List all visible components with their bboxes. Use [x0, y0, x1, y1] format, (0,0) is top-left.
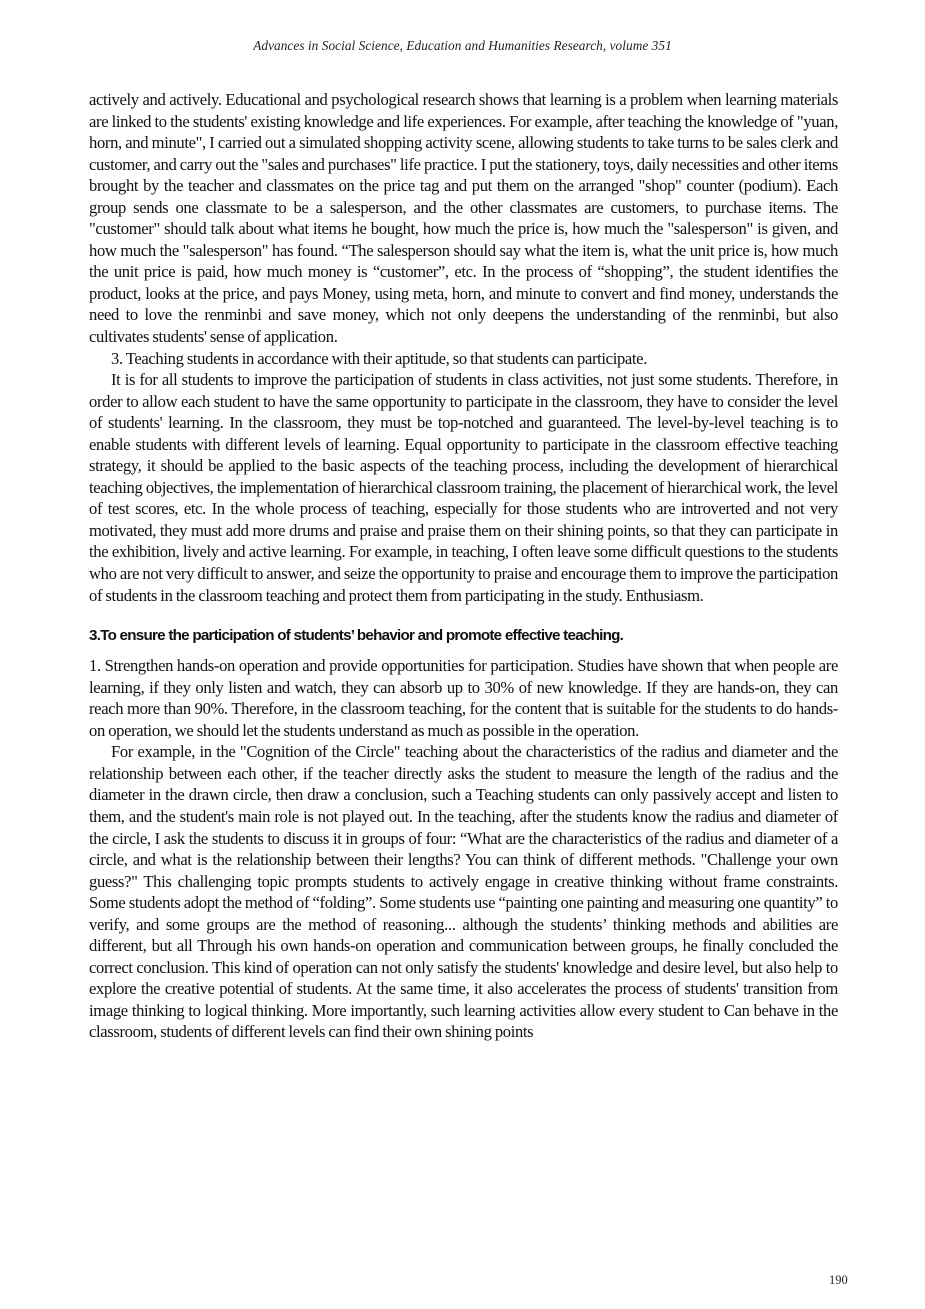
section-heading: 3.To ensure the participation of students’ behavior and promote effective teaching.: [89, 627, 624, 645]
body-paragraph: actively and actively. Educational and psychological research shows that learning is a problem when learning materials are linked to the students' existing knowledge and life experiences. For example, after teaching the knowledge of "yuan, horn, and minute", I carried out a simulated shopping activity scene, allowing students to take turns to be sales clerk and customer, and carry out the "sales and purchases" life practice. I put the stationery, toys, daily necessities and other items brought by the teacher and classmates on the price tag and put them on the arranged "shop" counter (podium). Each group sends one classmate to be a salesperson, and the other classmates are customers, to purchase items. The "customer" should talk about what items he bought, how much the price is, how much the "salesperson" is given, and how much the "salesperson" has found. “The salesperson should say what the item is, what the unit price is, how much the unit price is paid, how much money is “customer”, etc. In the process of “shopping”, the student identifies the product, looks at the price, and pays Money, using meta, horn, and minute to convert and find money, understands the need to love the renminbi and save money, which not only deepens the understanding of the renminbi, but also cultivates students' sense of application.: [89, 90, 838, 347]
subsection-item-3: 3. Teaching students in accordance with their aptitude, so that students can participate.: [111, 348, 647, 368]
page-body: [89, 89, 838, 1043]
body-paragraph: 1. Strengthen hands-on operation and provide opportunities for participation. Studies have shown that when people are learning, if they only listen and watch, they can absorb up to 30% of new knowledge. If they are hands-on, they can reach more than 90%. Therefore, in the classroom teaching, for the content that is suitable for the students to do hands-on operation, we should let the students understand as much as possible in the operation.: [89, 656, 838, 740]
body-paragraph: For example, in the "Cognition of the Circle" teaching about the characteristics of the radius and diameter and the relationship between each other, if the teacher directly asks the student to measure the length of the radius and the diameter in the drawn circle, then draw a conclusion, such a Teaching students can only passively accept and listen to them, and the student's main role is not played out. In the teaching, after the students know the radius and diameter of the circle, I ask the students to discuss it in groups of four: “What are the characteristics of the radius and diameter of a circle, and what is the relationship between their lengths? You can think of different methods. "Challenge your own guess?" This challenging topic prompts students to actively engage in creative thinking without frame constraints. Some students adopt the method of “folding”. Some students use “painting one painting and measuring one quantity” to verify, and some groups are the method of reasoning... although the students’ thinking methods and abilities are different, but all Through his own hands-on operation and communication between groups, he finally concluded the correct conclusion. This kind of operation can not only satisfy the students' knowledge and desire level, but also help to explore the creative potential of students. At the same time, it also accelerates the process of students' transition from image thinking to logical thinking. More importantly, such learning activities allow every student to Can behave in the classroom, students of different levels can find their own shining points: [89, 742, 838, 1042]
page-number: 190: [829, 1273, 848, 1287]
body-paragraph: It is for all students to improve the participation of students in class activities, not just some students. Therefore, in order to allow each student to have the same opportunity to participate in the classroom, they have to consider the level of students' learning. In the classroom, they must be top-notched and guaranteed. The level-by-level teaching is to enable students with different levels of learning. Equal opportunity to participate in the classroom effective teaching strategy, it should be applied to the basic aspects of the teaching process, including the development of hierarchical teaching objectives, the implementation of hierarchical classroom training, the placement of hierarchical work, the level of test scores, etc. In the whole process of teaching, especially for those students who are introverted and not very motivated, they must add more drums and praise and praise them on their shining points, so that they can participate in the exhibition, lively and active learning. For example, in teaching, I often leave some difficult questions to the students who are not very difficult to answer, and seize the opportunity to praise and encourage them to improve the participation of students in the classroom teaching and protect them from participating in the study. Enthusiasm.: [89, 370, 838, 605]
running-header: Advances in Social Science, Education and Humanities Research, volume 351: [253, 38, 672, 53]
